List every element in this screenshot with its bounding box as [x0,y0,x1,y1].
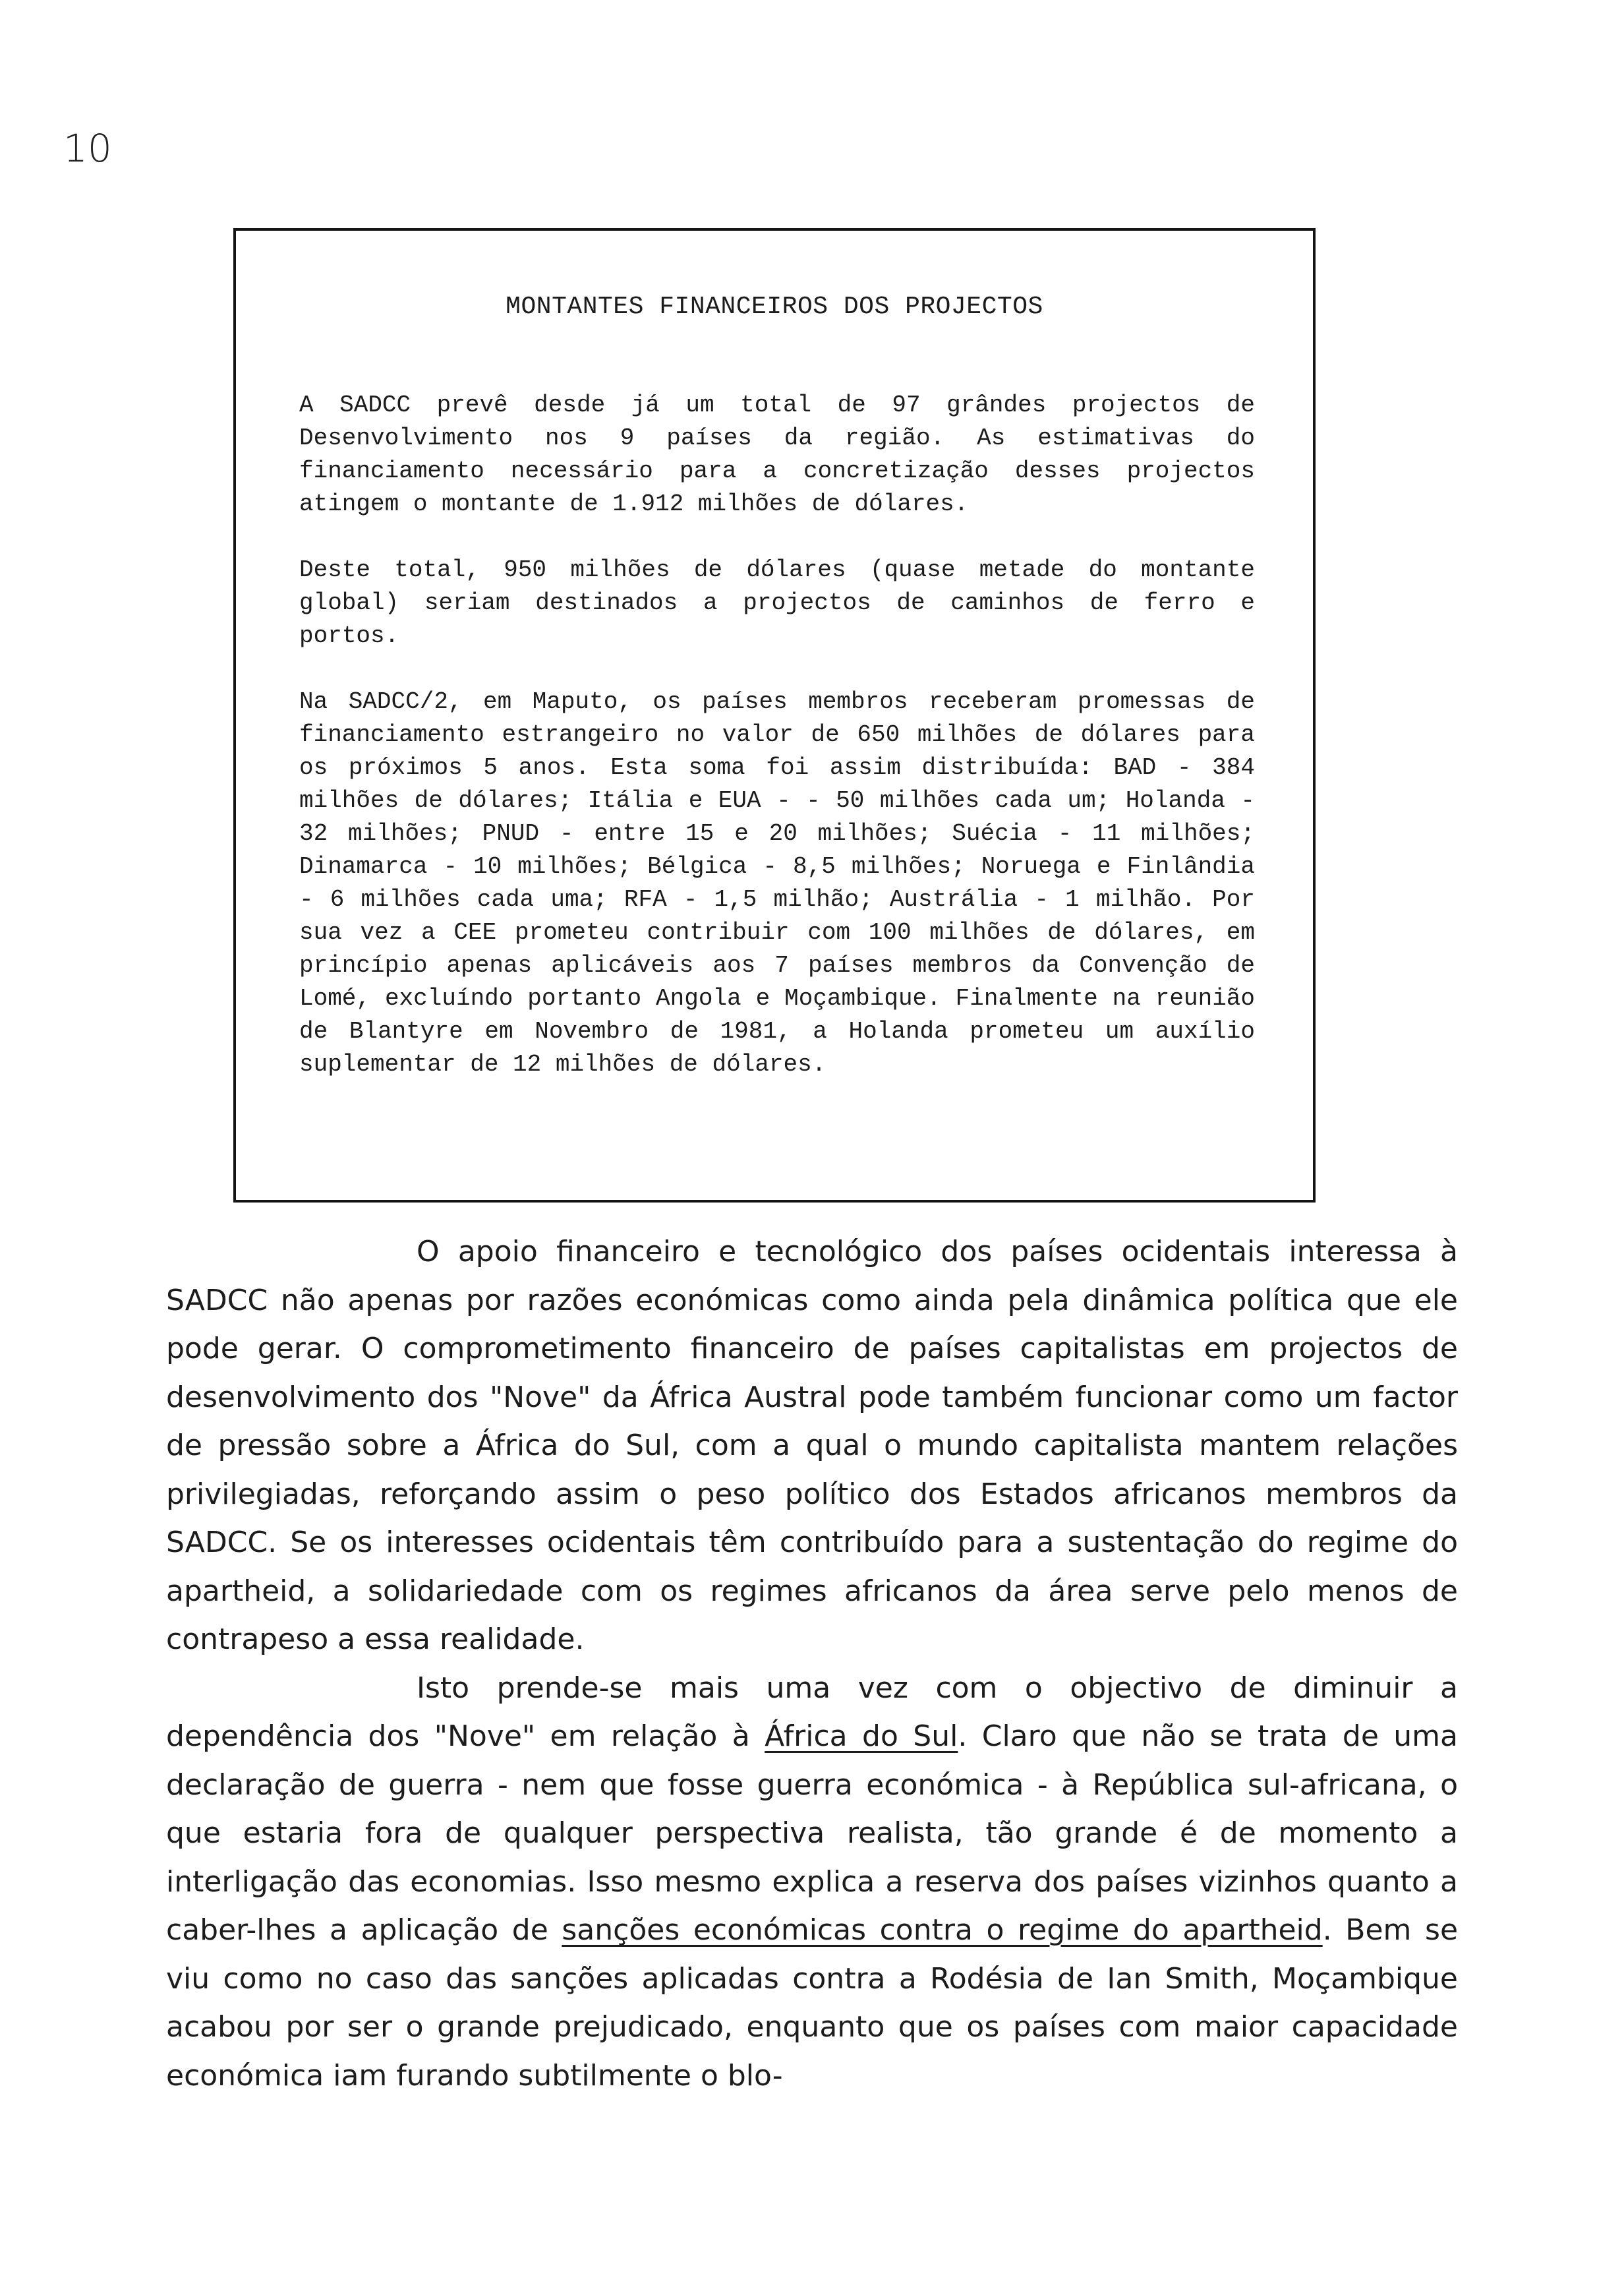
main-text [166,1228,1458,2100]
box-paragraph-3: Na SADCC/2, em Maputo, os países membros receberam promessas de financiamento estrangeiro no valor de 650 milhões de dólares para os próximos 5 anos. Esta soma foi assim distribuída: BAD - 384 milhões de dólares; Itália e EUA - - 50 milhões cada um; Holanda - 32 milhões; PNUD - entre 15 e 20 milhões; Suécia - 11 milhões; Dinamarca - 10 milhões; Bélgica - 8,5 milhões; Noruega e Finlândia - 6 milhões cada uma; RFA - 1,5 milhão; Austrália - 1 milhão. Por sua vez a CEE prometeu contribuir com 100 milhões de dólares, em princípio apenas aplicáveis aos 7 países membros da Convenção de Lomé, excluíndo portanto Angola e Moçambique. Finalmente na reunião de Blantyre em Novembro de 1981, a Holanda prometeu um auxílio suplementar de 12 milhões de dólares. [299,688,1255,1078]
paragraph-2-part-c: . Bem se viu como no caso das sanções aplicadas contra a Rodésia de Ian Smith, Moçambique acabou por ser o grande prejudicado, enquanto que os países com maior capacidade económica iam furando subtilmente o blo- [166,1913,1459,2093]
page-number: 10 [63,126,112,171]
box-paragraph-1: A SADCC prevê desde já um total de 97 grândes projectos de Desenvolvimento nos 9 países da região. As estimativas do financiamento necessário para a concretização desses projectos atingem o montante de 1.912 milhões de dólares. [299,392,1255,518]
financial-amounts-box [233,228,1316,1203]
box-paragraph-2: Deste total, 950 milhões de dólares (quase metade do montante global) seriam destinados a projectos de caminhos de ferro e portos. [299,556,1255,649]
underlined-africa-do-sul: África do Sul [765,1719,958,1753]
box-title: MONTANTES FINANCEIROS DOS PROJECTOS [506,293,1043,321]
body-paragraph-2 [166,1664,1458,2100]
body-paragraph-1: O apoio financeiro e tecnológico dos países ocidentais interessa à SADCC não apenas por razões económicas como ainda pela dinâmica política que ele pode gerar. O comprometimento financeiro de países capitalistas em projectos de desenvolvimento dos "Nove" da África Austral pode também funcionar como um factor de pressão sobre a África do Sul, com a qual o mundo capitalista mantem relações privilegiadas, reforçando assim o peso político dos Estados africanos membros da SADCC. Se os interesses ocidentais têm contribuído para a sustentação do regime do apartheid, a solidariedade com os regimes africanos da área serve pelo menos de contrapeso a essa realidade. [166,1235,1458,1656]
paragraph-2-part-b: . Claro que não se trata de uma declaração de guerra - nem que fosse guerra económica - à República sul-africana, o que estaria fora de qualquer perspectiva realista, tão grande é de momento a interligação das economias. Isso mesmo explica a reserva dos países vizinhos quanto a caber-lhes a aplicação de [166,1719,1458,1947]
paragraph-2-part-a: Isto prende-se mais uma vez com o objectivo de diminuir a dependência dos "Nove" em relação à [166,1671,1458,1753]
underlined-sanctions: sanções económicas contra o regime do apartheid [562,1913,1323,1947]
box-body [299,389,1255,1081]
